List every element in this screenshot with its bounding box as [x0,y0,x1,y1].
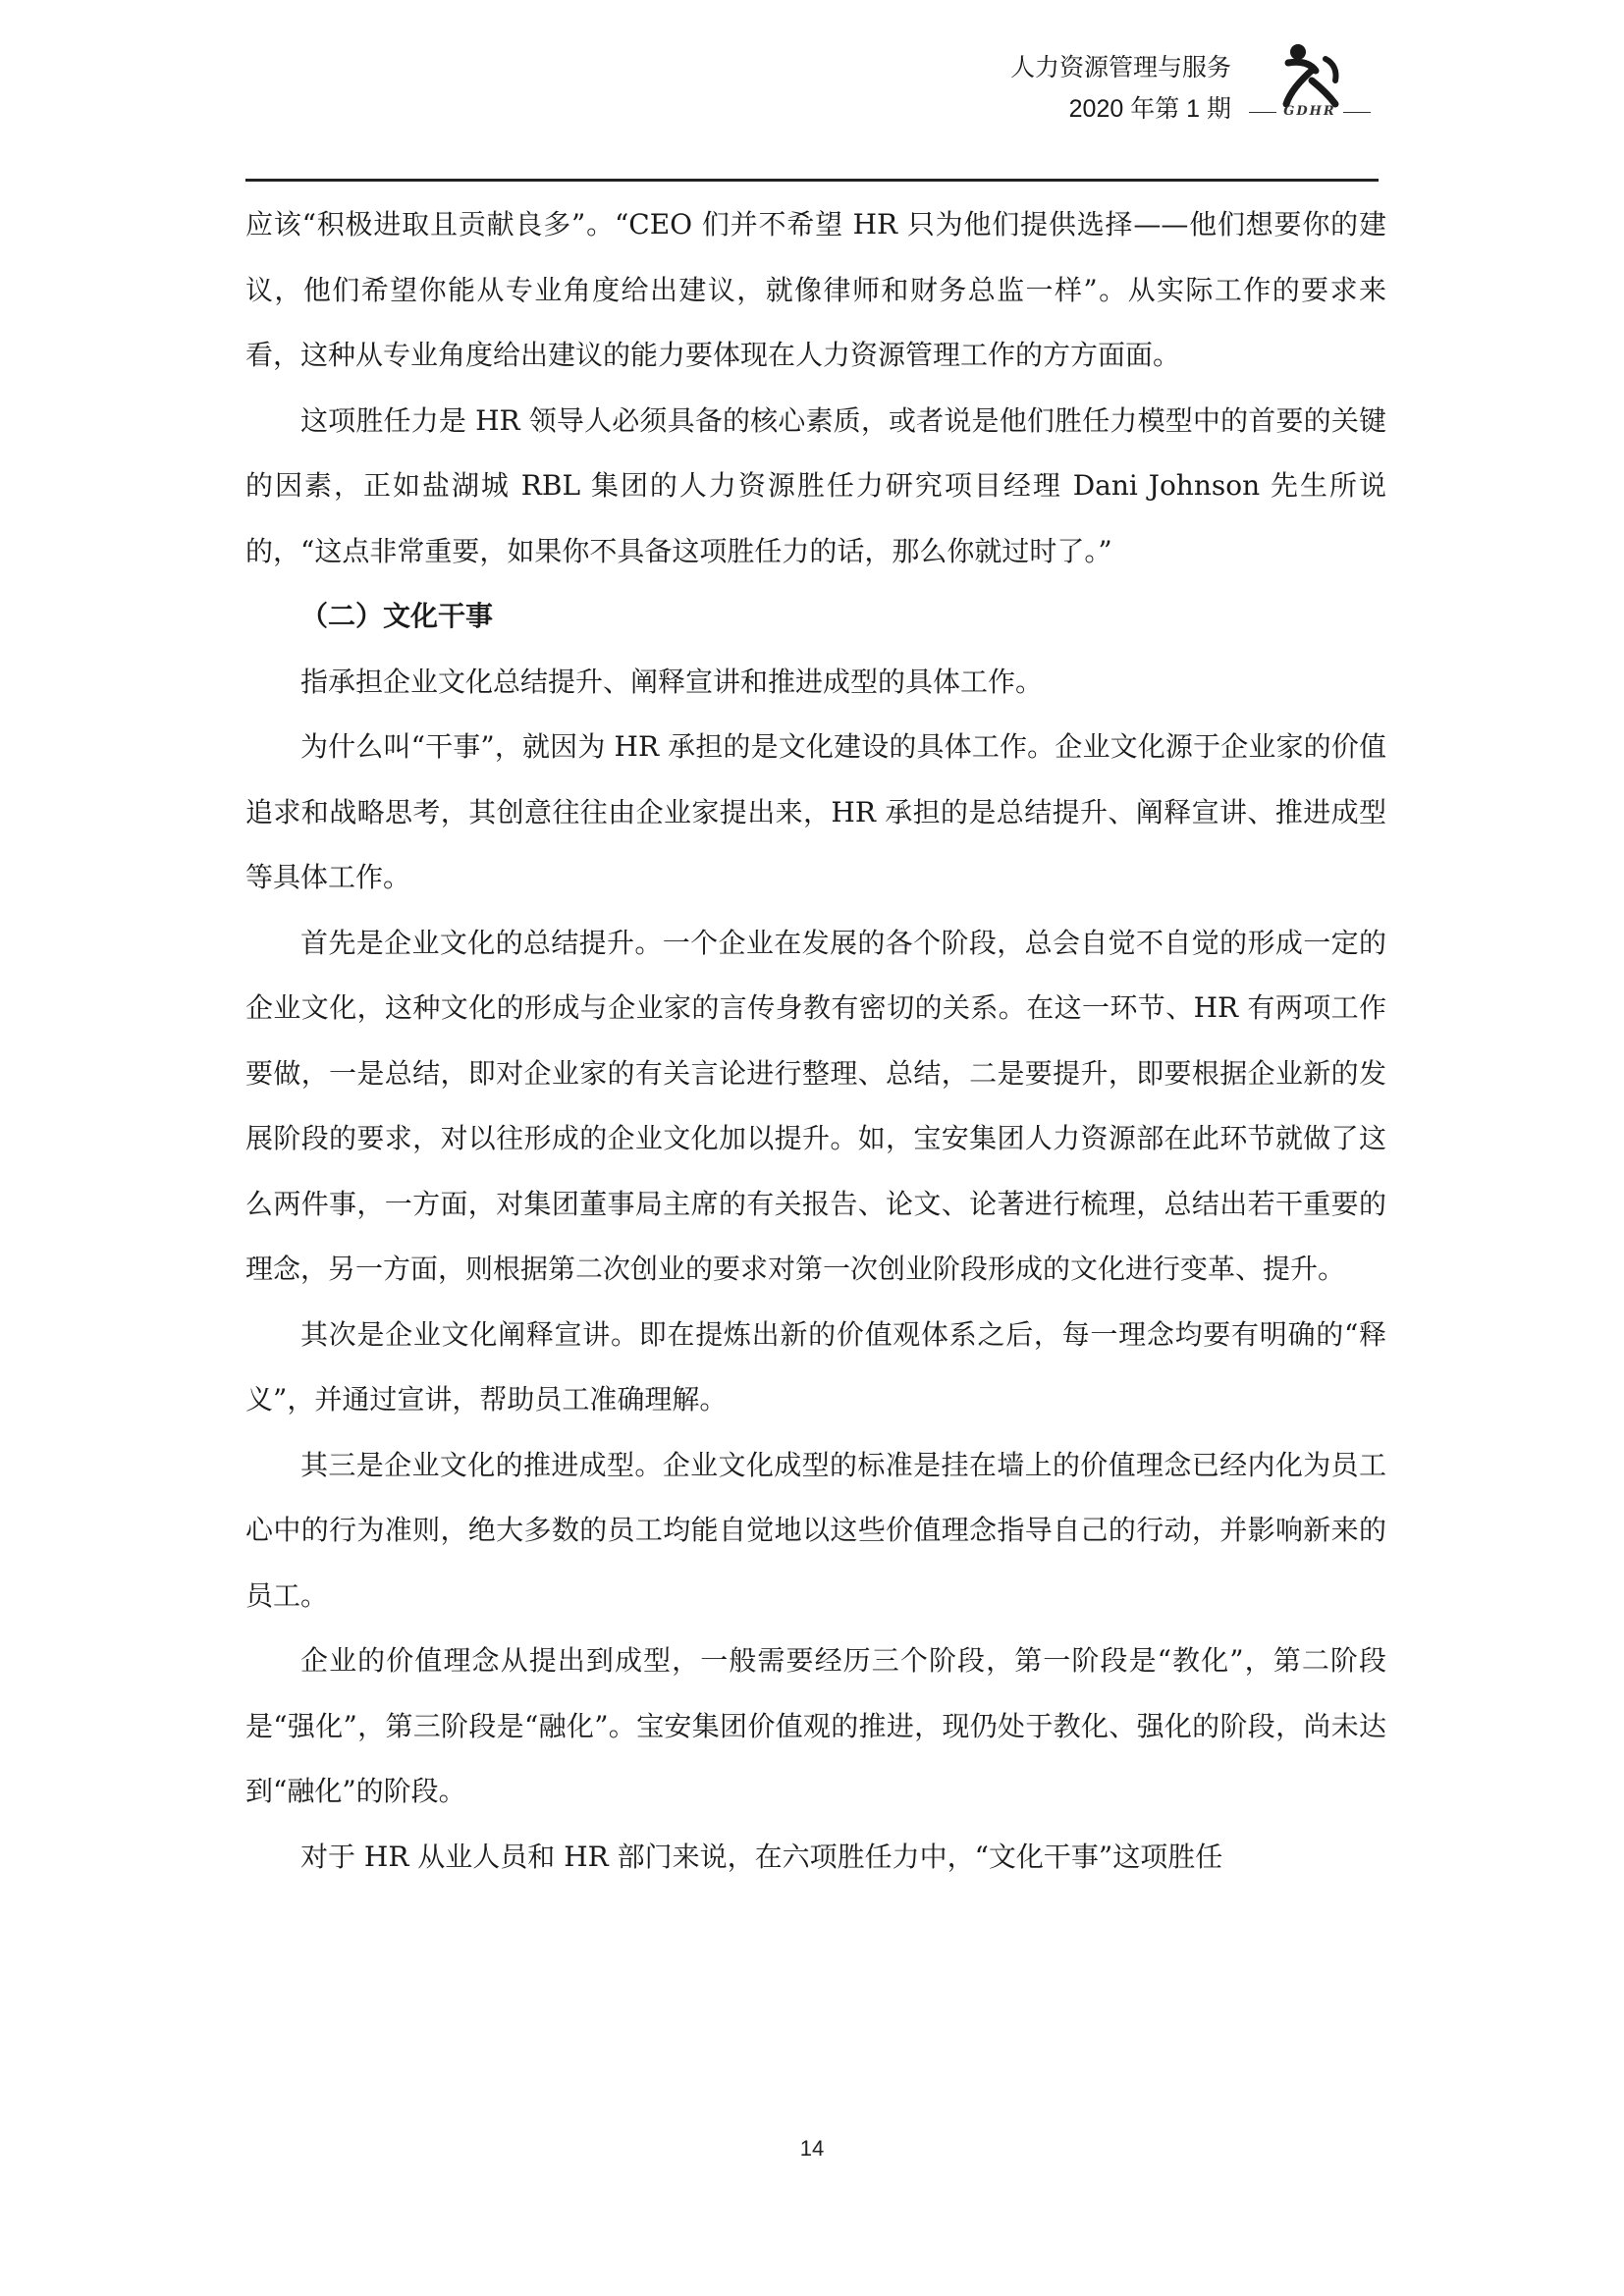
logo-rule-right [1343,112,1371,113]
paragraph: 对于 HR 从业人员和 HR 部门来说，在六项胜任力中，“文化干事”这项胜任 [300,1840,1223,1873]
paragraph: 为什么叫“干事”，就因为 HR 承担的是文化建设的具体工作。企业文化源于企业家的价值追求和战略思考，其创意往往由企业家提出来，HR 承担的是总结提升、阐释宣讲、推进成型等具体工作。 [245,730,1386,893]
header-text [1010,47,1231,130]
page-header [245,39,1379,182]
paragraph: 这项胜任力是 HR 领导人必须具备的核心素质，或者说是他们胜任力模型中的首要的关键的因素，正如盐湖城 RBL 集团的人力资源胜任力研究项目经理 Dani Johnson 先生所说的，“这点非常重要，如果你不具备这项胜任力的话，那么你就过时了。” [245,403,1386,567]
paragraph: 指承担企业文化总结提升、阐释宣讲和推进成型的具体工作。 [300,665,1044,698]
article-body [245,192,1386,1890]
issue-label: 2020 年第 1 期 [1068,95,1231,123]
paragraph: 其次是企业文化阐释宣讲。即在提炼出新的价值观体系之后，每一理念均要有明确的“释义”，并通过宣讲，帮助员工准确理解。 [245,1317,1386,1415]
paragraph: 企业的价值理念从提出到成型，一般需要经历三个阶段，第一阶段是“教化”，第二阶段是“强化”，第三阶段是“融化”。宝安集团价值观的推进，现仍处于教化、强化的阶段，尚未达到“融化”的阶段。 [245,1644,1386,1807]
paragraph: 首先是企业文化的总结提升。一个企业在发展的各个阶段，总会自觉不自觉的形成一定的企业文化，这种文化的形成与企业家的言传身教有密切的关系。在这一环节、HR 有两项工作要做，一是总结，即对企业家的有关言论进行整理、总结，二是要提升，即要根据企业新的发展阶段的要求，对以往形成的企业文化加以提升。如，宝安集团人力资源部在此环节就做了这么两件事，一方面，对集团董事局主席的有关报告、论文、论著进行梳理，总结出若干重要的理念，另一方面，则根据第二次创业的要求对第一次创业阶段形成的文化进行变革、提升。 [245,926,1386,1285]
section-heading: （二）文化干事 [300,600,494,632]
page-number: 14 [799,2136,825,2161]
logo-caption: GDHR [1283,104,1336,119]
paragraph: 其三是企业文化的推进成型。企业文化成型的标准是挂在墙上的价值理念已经内化为员工心中的行为准则，绝大多数的员工均能自觉地以这些价值理念指导自己的行动，并影响新来的员工。 [245,1448,1386,1612]
gdhr-logo [1241,41,1379,139]
gdhr-logo-mark [1241,41,1379,110]
paragraph-continuation: 应该“积极进取且贡献良多”。“CEO 们并不希望 HR 只为他们提供选择——他们想要你的建议，他们希望你能从专业角度给出建议，就像律师和财务总监一样”。从实际工作的要求来看，这种从专业角度给出建议的能力要体现在人力资源管理工作的方方面面。 [245,208,1386,371]
journal-title: 人力资源管理与服务 [1009,54,1231,81]
